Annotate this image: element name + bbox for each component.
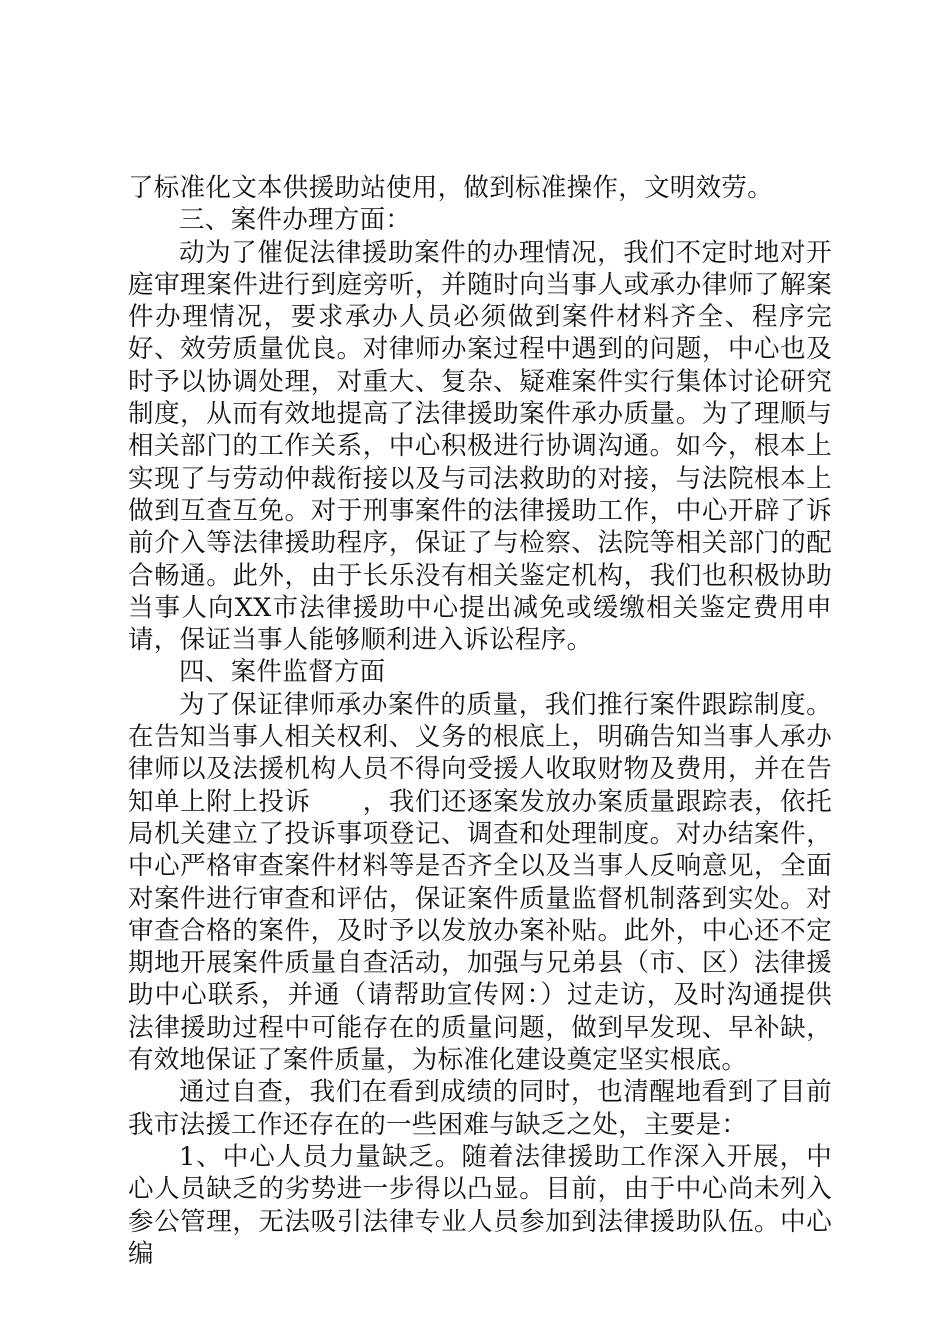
- heading-case-handling: 三、案件办理方面：: [179, 205, 412, 236]
- paragraph-case-supervision: 为了保证律师承办案件的质量，我们推行案件跟踪制度。在告知当事人相关权利、义务的根底上，明确告知当事人承办律师以及法援机构人员不得向受援人收取财物及费用，并在告知单上附上投诉 ，我们还逐案发放办案质量跟踪表，依托局机关建立了投诉事项登记、调查和处理制度。对办结案件，中心严格审查案件材料等是否齐全以及当事人反响意见，全面对案件进行审查和评估，保证案件质量监督机制落到实处。对审查合格的案件，及时予以发放办案补贴。此外，中心还不定期地开展案件质量自查活动，加强与兄弟县（市、区）法律援助中心联系，并通（请帮助宣传网：）过走访，及时沟通提供法律援助过程中可能存在的质量问题，做到早发现、早补缺，有效地保证了案件质量，为标准化建设奠定坚实根底。: [128, 689, 832, 1076]
- paragraph-self-inspection: 通过自查，我们在看到成绩的同时，也清醒地看到了目前我市法援工作还存在的一些困难与缺乏之处，主要是：: [128, 1077, 832, 1140]
- paragraph-standard-text: 了标准化文本供援助站使用，做到标准操作，文明效劳。: [128, 173, 774, 203]
- document-body: [128, 172, 832, 1270]
- paragraph-staff-shortage: 1、中心人员力量缺乏。随着法律援助工作深入开展，中心人员缺乏的劣势进一步得以凸显。目前，由于中心尚未列入参公管理，无法吸引法律专业人员参加到法律援助队伍。中心编: [128, 1141, 832, 1269]
- heading-case-supervision: 四、案件监督方面: [179, 657, 386, 688]
- paragraph-case-handling: 动为了催促法律援助案件的办理情况，我们不定时地对开庭审理案件进行到庭旁听，并随时向当事人或承办律师了解案件办理情况，要求承办人员必须做到案件材料齐全、程序完好、效劳质量优良。对律师办案过程中遇到的问题，中心也及时予以协调处理，对重大、复杂、疑难案件实行集体讨论研究制度，从而有效地提高了法律援助案件承办质量。为了理顺与相关部门的工作关系，中心积极进行协调沟通。如今，根本上实现了与劳动仲裁衔接以及与司法救助的对接，与法院根本上做到互查互免。对于刑事案件的法律援助工作，中心开辟了诉前介入等法律援助程序，保证了与检察、法院等相关部门的配合畅通。此外，由于长乐没有相关鉴定机构，我们也积极协助当事人向XX市法律援助中心提出减免或缓缴相关鉴定费用申请，保证当事人能够顺利进入诉讼程序。: [128, 237, 832, 656]
